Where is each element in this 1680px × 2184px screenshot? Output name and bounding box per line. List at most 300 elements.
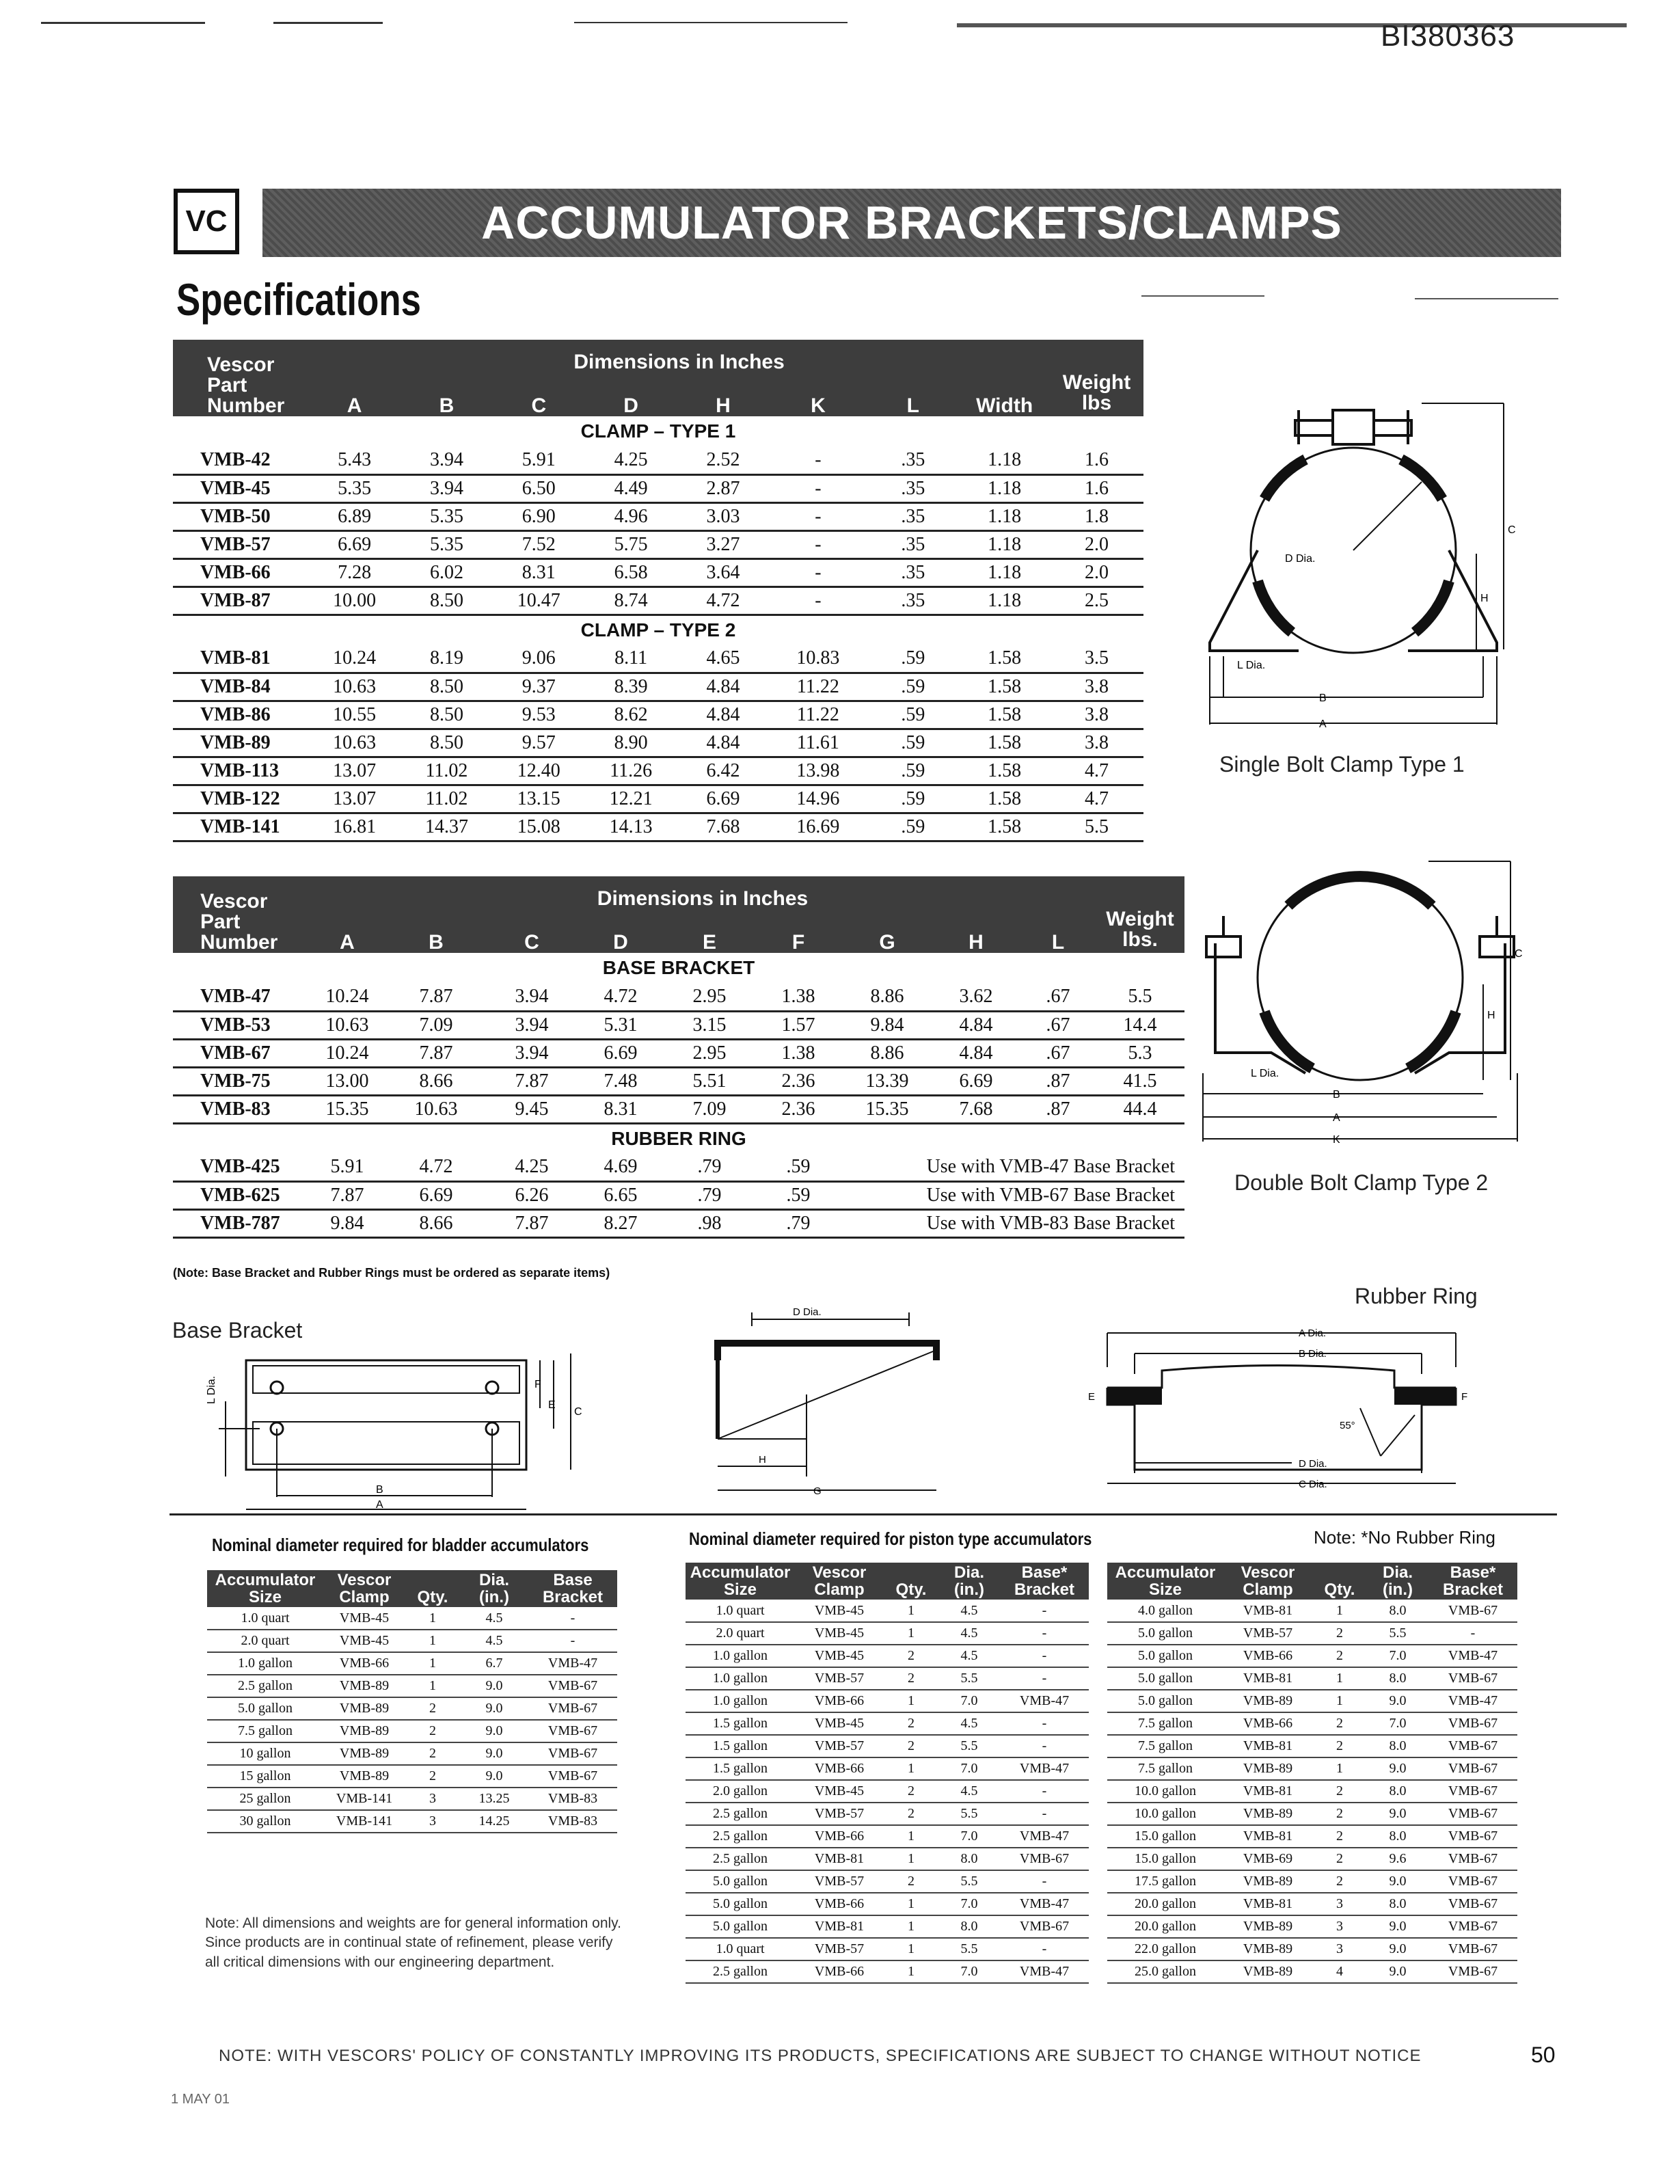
table-cell: 1 xyxy=(884,1915,938,1938)
table-cell: 4.72 xyxy=(385,1153,487,1181)
table-cell: 8.86 xyxy=(843,983,932,1011)
table-cell: 6.69 xyxy=(932,1067,1020,1095)
table-cell: 2.95 xyxy=(665,1039,754,1067)
table-cell: 8.0 xyxy=(1367,1600,1428,1622)
table-cell: 10.63 xyxy=(308,673,401,701)
table-cell: 3.8 xyxy=(1050,729,1143,757)
table-row xyxy=(173,785,1143,813)
table-row xyxy=(1107,1690,1517,1712)
section-divider xyxy=(170,1513,1557,1515)
table-row xyxy=(173,1011,1184,1039)
table-cell: - xyxy=(769,558,867,587)
table-row xyxy=(686,1780,1089,1803)
table-cell: 5.0 gallon xyxy=(1107,1622,1223,1645)
type2-caption: Double Bolt Clamp Type 2 xyxy=(1234,1170,1489,1195)
h-label: H xyxy=(1487,1010,1495,1021)
table-cell: 6.69 xyxy=(385,1181,487,1209)
table-cell: - xyxy=(769,502,867,530)
table-cell: .87 xyxy=(1020,1095,1096,1123)
table-cell: 1.6 xyxy=(1050,446,1143,474)
table-cell: - xyxy=(1000,1667,1089,1690)
table-cell: 1.57 xyxy=(754,1011,843,1039)
table-row xyxy=(173,587,1143,615)
table-cell: 1.58 xyxy=(959,701,1050,729)
table-cell: 5.5 xyxy=(1050,813,1143,841)
table-cell: 7.0 xyxy=(938,1690,1000,1712)
table-cell: 2 xyxy=(1312,1803,1367,1825)
table-cell: VMB-89 xyxy=(1223,1938,1312,1960)
table-cell: 7.5 gallon xyxy=(1107,1735,1223,1757)
table-cell: 9.84 xyxy=(310,1209,385,1237)
table-cell: 5.91 xyxy=(310,1153,385,1181)
column-header-e: E xyxy=(665,922,754,953)
table-cell: 1 xyxy=(1312,1690,1367,1712)
table-cell: .67 xyxy=(1020,1039,1096,1067)
table-cell: 1.58 xyxy=(959,673,1050,701)
table-cell: VMB-67 xyxy=(1428,1757,1517,1780)
table-cell: 4.5 xyxy=(938,1780,1000,1803)
base-bracket-diagram xyxy=(205,1340,629,1511)
table-cell: VMB-89 xyxy=(1223,1757,1312,1780)
table-cell: 9.0 xyxy=(1367,1757,1428,1780)
table-cell: VMB-57 xyxy=(1223,1622,1312,1645)
part-number-cell: VMB-66 xyxy=(173,558,308,587)
table-cell: 5.31 xyxy=(576,1011,665,1039)
table-row xyxy=(173,502,1143,530)
dimensions-header: Dimensions in Inches xyxy=(310,876,1096,922)
table-cell: 10 gallon xyxy=(207,1742,323,1765)
usage-note-cell: Use with VMB-47 Base Bracket xyxy=(843,1153,1184,1181)
table-cell: 15.0 gallon xyxy=(1107,1825,1223,1848)
general-info-note: Note: All dimensions and weights are for general information only. Since products are in continual state of refinement, please verify all critical dimensions with our engineering department. xyxy=(205,1915,621,1970)
table-cell: - xyxy=(769,587,867,615)
table-cell: 7.5 gallon xyxy=(1107,1712,1223,1735)
header-text: Accumulator xyxy=(215,1571,316,1589)
table-row xyxy=(207,1697,617,1720)
table-cell: 2 xyxy=(405,1697,460,1720)
h-label: H xyxy=(1480,593,1489,604)
table-cell: 1 xyxy=(884,1825,938,1848)
a-dia-label: A Dia. xyxy=(1299,1327,1327,1339)
scan-line xyxy=(957,23,1627,27)
table-row xyxy=(1107,1938,1517,1960)
bladder-table xyxy=(207,1570,617,1833)
section-title: BASE BRACKET xyxy=(602,957,755,978)
piston-table-left xyxy=(686,1563,1089,1984)
table-cell: 4.5 xyxy=(938,1712,1000,1735)
table-cell: 2 xyxy=(1312,1848,1367,1870)
angle-label: 55° xyxy=(1340,1420,1355,1431)
column-header-c: C xyxy=(487,922,576,953)
table-cell: - xyxy=(1000,1735,1089,1757)
table-cell: VMB-67 xyxy=(1428,1803,1517,1825)
table-cell: 2.5 xyxy=(1050,587,1143,615)
table-row xyxy=(1107,1848,1517,1870)
table-cell: 6.89 xyxy=(308,502,401,530)
column-header-g: G xyxy=(843,922,932,953)
table-cell: 2.5 gallon xyxy=(686,1825,795,1848)
b-label: B xyxy=(1319,692,1327,704)
table-row xyxy=(686,1893,1089,1915)
part-number-cell: VMB-89 xyxy=(173,729,308,757)
table-cell: 13.07 xyxy=(308,757,401,785)
table-cell: 2.87 xyxy=(677,474,770,502)
table-row xyxy=(1107,1712,1517,1735)
table-row xyxy=(173,701,1143,729)
table-cell: - xyxy=(1000,1938,1089,1960)
table-cell: .59 xyxy=(867,813,959,841)
table-cell: - xyxy=(528,1630,617,1652)
table-cell: 10.00 xyxy=(308,587,401,615)
table-cell: 1 xyxy=(884,1960,938,1983)
table-cell: 3.5 xyxy=(1050,645,1143,673)
table-row xyxy=(173,558,1143,587)
table-row xyxy=(686,1645,1089,1667)
part-number-cell: VMB-53 xyxy=(173,1011,310,1039)
table-cell: 2 xyxy=(1312,1780,1367,1803)
table-cell: 8.0 xyxy=(1367,1735,1428,1757)
table-cell: 3 xyxy=(1312,1915,1367,1938)
table-cell: .79 xyxy=(665,1181,754,1209)
table-cell: - xyxy=(1000,1622,1089,1645)
table-row xyxy=(173,645,1143,673)
table-cell: 5.91 xyxy=(493,446,585,474)
table-cell: 2.52 xyxy=(677,446,770,474)
d-dia-label: D Dia. xyxy=(1299,1458,1327,1470)
table-cell: 4.25 xyxy=(487,1153,576,1181)
column-header-c: C xyxy=(493,386,585,416)
table-cell: - xyxy=(1000,1870,1089,1893)
part-number-cell: VMB-42 xyxy=(173,446,308,474)
table-cell: 7.87 xyxy=(385,1039,487,1067)
table-cell: 9.0 xyxy=(1367,1915,1428,1938)
page-number: 50 xyxy=(1531,2043,1556,2067)
table-cell: VMB-83 xyxy=(528,1810,617,1833)
f-label: F xyxy=(1461,1391,1468,1403)
table-row xyxy=(1107,1803,1517,1825)
column-header-l: L xyxy=(1020,922,1096,953)
table-cell: VMB-89 xyxy=(323,1697,405,1720)
table-cell: 7.28 xyxy=(308,558,401,587)
table-cell: VMB-89 xyxy=(323,1765,405,1788)
table-cell: 8.39 xyxy=(585,673,677,701)
table-cell: 5.35 xyxy=(401,530,493,558)
table-cell: 4.84 xyxy=(677,673,770,701)
table-cell: VMB-67 xyxy=(528,1742,617,1765)
table-cell: VMB-45 xyxy=(795,1645,884,1667)
table-cell: 3.8 xyxy=(1050,701,1143,729)
table-cell: VMB-45 xyxy=(795,1622,884,1645)
table-cell: 5.43 xyxy=(308,446,401,474)
rubber-ring-caption: Rubber Ring xyxy=(1355,1284,1478,1308)
column-header xyxy=(686,1563,795,1600)
table-cell: 1.18 xyxy=(959,502,1050,530)
table-cell: 9.37 xyxy=(493,673,585,701)
table-cell: 4.84 xyxy=(932,1039,1020,1067)
table-row xyxy=(207,1810,617,1833)
table-row xyxy=(173,729,1143,757)
table-cell: 1.18 xyxy=(959,558,1050,587)
column-header-b: B xyxy=(385,922,487,953)
table-cell: 4.72 xyxy=(677,587,770,615)
table-cell: 5.5 xyxy=(938,1735,1000,1757)
table-cell: 12.40 xyxy=(493,757,585,785)
table-row xyxy=(173,1153,1184,1181)
table-row xyxy=(686,1690,1089,1712)
table-cell: 11.26 xyxy=(585,757,677,785)
table-cell: 8.0 xyxy=(938,1848,1000,1870)
table-cell: VMB-67 xyxy=(1428,1735,1517,1757)
table-cell: 4.65 xyxy=(677,645,770,673)
column-header-l: L xyxy=(867,386,959,416)
table-cell: 15.35 xyxy=(310,1095,385,1123)
table-cell: 8.19 xyxy=(401,645,493,673)
header-text: Clamp xyxy=(1243,1580,1293,1600)
table-cell: 1.58 xyxy=(959,729,1050,757)
table-cell: 8.0 xyxy=(1367,1667,1428,1690)
header-text: Size xyxy=(1148,1580,1182,1600)
header-text: Dia. xyxy=(478,1571,509,1589)
part-number-cell: VMB-86 xyxy=(173,701,308,729)
table-cell: 5.5 xyxy=(938,1938,1000,1960)
table-cell: 7.09 xyxy=(665,1095,754,1123)
table-cell: .79 xyxy=(754,1209,843,1237)
table-cell: 2 xyxy=(405,1742,460,1765)
table-cell: 4.5 xyxy=(460,1630,528,1652)
column-header xyxy=(207,1570,323,1607)
table-cell: 14.4 xyxy=(1096,1011,1184,1039)
a-label: A xyxy=(1319,718,1327,730)
table-cell: 20.0 gallon xyxy=(1107,1893,1223,1915)
table-row xyxy=(1107,1960,1517,1983)
column-header-d: D xyxy=(585,386,677,416)
table-cell: 7.09 xyxy=(385,1011,487,1039)
table-cell: VMB-67 xyxy=(1000,1915,1089,1938)
table-cell: VMB-57 xyxy=(795,1938,884,1960)
table-cell: 10.24 xyxy=(310,983,385,1011)
table-cell: VMB-81 xyxy=(1223,1600,1312,1622)
c-dia-label: C Dia. xyxy=(1299,1479,1327,1490)
column-header xyxy=(323,1570,405,1607)
table-row xyxy=(207,1607,617,1630)
table-cell: 5.0 gallon xyxy=(1107,1690,1223,1712)
table-cell: .59 xyxy=(867,757,959,785)
table-cell: 5.51 xyxy=(665,1067,754,1095)
table-cell: VMB-57 xyxy=(795,1667,884,1690)
table-row xyxy=(173,1181,1184,1209)
table-row xyxy=(1107,1893,1517,1915)
divider xyxy=(1141,295,1264,297)
table-cell: 6.26 xyxy=(487,1181,576,1209)
table-cell: 2 xyxy=(405,1765,460,1788)
column-header-b: B xyxy=(401,386,493,416)
table-cell: VMB-47 xyxy=(1428,1690,1517,1712)
table-cell: VMB-66 xyxy=(1223,1712,1312,1735)
table-cell: - xyxy=(769,474,867,502)
table-cell: 6.02 xyxy=(401,558,493,587)
table-cell: 1 xyxy=(884,1622,938,1645)
table-cell: 4 xyxy=(1312,1960,1367,1983)
table-row xyxy=(173,983,1184,1011)
table-cell: VMB-45 xyxy=(323,1607,405,1630)
footer-notice: NOTE: WITH VESCORS' POLICY OF CONSTANTLY IMPROVING ITS PRODUCTS, SPECIFICATIONS ARE SUBJECT TO CHANGE WITHOUT NOTICE xyxy=(219,2047,1422,2065)
table-cell: 4.5 xyxy=(938,1645,1000,1667)
table-cell: 1.0 quart xyxy=(686,1938,795,1960)
table-cell: 3.94 xyxy=(487,1011,576,1039)
clamp-spec-table xyxy=(173,340,1143,842)
table-row xyxy=(686,1938,1089,1960)
table-row xyxy=(1107,1915,1517,1938)
table-cell: 2 xyxy=(884,1870,938,1893)
table-cell: 13.98 xyxy=(769,757,867,785)
table-cell: 6.65 xyxy=(576,1181,665,1209)
table-cell: 5.5 xyxy=(1096,983,1184,1011)
table-cell: VMB-67 xyxy=(1428,1938,1517,1960)
table-cell: .35 xyxy=(867,587,959,615)
g-label: G xyxy=(813,1485,822,1497)
table-cell: 10.63 xyxy=(308,729,401,757)
table-cell: 8.0 xyxy=(1367,1825,1428,1848)
table-cell: - xyxy=(769,530,867,558)
piston-table-right xyxy=(1107,1563,1517,1984)
table-cell: 4.7 xyxy=(1050,757,1143,785)
table-cell: 9.0 xyxy=(460,1765,528,1788)
table-cell: 8.0 xyxy=(1367,1780,1428,1803)
header-text: (in.) xyxy=(479,1588,509,1607)
l-dia-label: L Dia. xyxy=(206,1375,217,1404)
table-cell: 4.96 xyxy=(585,502,677,530)
table-cell: 10.0 gallon xyxy=(1107,1780,1223,1803)
part-number-cell: VMB-50 xyxy=(173,502,308,530)
table-cell: 1.0 gallon xyxy=(686,1667,795,1690)
table-cell: 4.72 xyxy=(576,983,665,1011)
no-rubber-ring-note: Note: *No Rubber Ring xyxy=(1314,1527,1495,1548)
table-row xyxy=(686,1870,1089,1893)
section-row xyxy=(173,953,1184,983)
table-cell: VMB-66 xyxy=(1223,1645,1312,1667)
table-cell: 6.69 xyxy=(677,785,770,813)
table-cell: 8.27 xyxy=(576,1209,665,1237)
table-cell: 9.0 xyxy=(1367,1938,1428,1960)
table-cell: 7.68 xyxy=(677,813,770,841)
table-cell: 1.58 xyxy=(959,645,1050,673)
table-cell: VMB-47 xyxy=(528,1652,617,1675)
table-cell: VMB-89 xyxy=(1223,1870,1312,1893)
table-cell: 6.69 xyxy=(576,1039,665,1067)
table-cell: 2.0 xyxy=(1050,558,1143,587)
table-row xyxy=(207,1720,617,1742)
table-cell: VMB-67 xyxy=(1428,1870,1517,1893)
table-cell: 1.0 gallon xyxy=(686,1645,795,1667)
column-header-a: A xyxy=(308,386,401,416)
table-cell: .59 xyxy=(867,701,959,729)
table-cell: 8.50 xyxy=(401,673,493,701)
column-header xyxy=(1367,1563,1428,1600)
table-cell: 1.18 xyxy=(959,587,1050,615)
table-cell: 2.36 xyxy=(754,1095,843,1123)
table-cell: 8.86 xyxy=(843,1039,932,1067)
table-cell: 17.5 gallon xyxy=(1107,1870,1223,1893)
table-cell: 7.0 xyxy=(1367,1645,1428,1667)
table-cell: - xyxy=(1428,1622,1517,1645)
table-row xyxy=(207,1788,617,1810)
table-cell: VMB-47 xyxy=(1000,1690,1089,1712)
table-row xyxy=(173,1039,1184,1067)
table-cell: 9.0 xyxy=(460,1675,528,1697)
column-header-f: F xyxy=(754,922,843,953)
table-cell: 1.5 gallon xyxy=(686,1757,795,1780)
table-cell: VMB-81 xyxy=(1223,1825,1312,1848)
scan-line xyxy=(574,22,848,23)
table-cell: VMB-67 xyxy=(1428,1893,1517,1915)
table-cell: VMB-67 xyxy=(1428,1848,1517,1870)
table-cell: 4.0 gallon xyxy=(1107,1600,1223,1622)
a-label: A xyxy=(376,1499,383,1511)
table-cell: VMB-67 xyxy=(1428,1825,1517,1848)
table-cell: 1.6 xyxy=(1050,474,1143,502)
table-cell: VMB-89 xyxy=(323,1720,405,1742)
single-bolt-clamp-diagram xyxy=(1162,396,1517,738)
table-cell: 11.61 xyxy=(769,729,867,757)
column-header xyxy=(795,1563,884,1600)
table-row xyxy=(1107,1825,1517,1848)
table-cell: 2 xyxy=(405,1720,460,1742)
table-cell: VMB-67 xyxy=(1428,1712,1517,1735)
table-cell: VMB-81 xyxy=(1223,1893,1312,1915)
k-label: K xyxy=(1333,1134,1340,1146)
header-text: Vescor xyxy=(812,1563,867,1582)
part-number-header: Vescor Part Number xyxy=(173,340,308,416)
table-cell: VMB-47 xyxy=(1000,1893,1089,1915)
part-number-cell: VMB-87 xyxy=(173,587,308,615)
table-row xyxy=(207,1742,617,1765)
header-text: Bracket xyxy=(542,1588,604,1607)
table-cell: 9.6 xyxy=(1367,1848,1428,1870)
table-cell: 2.0 gallon xyxy=(686,1780,795,1803)
table-cell: 2.36 xyxy=(754,1067,843,1095)
table-cell: 3.15 xyxy=(665,1011,754,1039)
table-cell: VMB-66 xyxy=(795,1757,884,1780)
column-header-h: H xyxy=(932,922,1020,953)
table-cell: 2.0 quart xyxy=(207,1630,323,1652)
table-cell: VMB-66 xyxy=(795,1960,884,1983)
c-label: C xyxy=(1508,524,1516,536)
header-text: Size xyxy=(723,1580,757,1600)
table-cell: 1 xyxy=(884,1848,938,1870)
table-cell: 7.52 xyxy=(493,530,585,558)
base-bracket-caption: Base Bracket xyxy=(172,1318,303,1343)
table-cell: 6.42 xyxy=(677,757,770,785)
table-cell: VMB-67 xyxy=(1428,1915,1517,1938)
header-text: Qty. xyxy=(895,1580,927,1600)
table-cell: 5.5 xyxy=(938,1803,1000,1825)
table-row xyxy=(173,474,1143,502)
table-cell: VMB-67 xyxy=(528,1697,617,1720)
table-cell: 1 xyxy=(405,1675,460,1697)
type1-caption: Single Bolt Clamp Type 1 xyxy=(1219,752,1465,777)
header-text: (in.) xyxy=(954,1580,984,1600)
table-cell: 14.13 xyxy=(585,813,677,841)
table-row xyxy=(207,1675,617,1697)
table-row xyxy=(173,673,1143,701)
table-row xyxy=(173,813,1143,841)
table-cell: 10.47 xyxy=(493,587,585,615)
table-cell: 4.69 xyxy=(576,1153,665,1181)
scan-line xyxy=(273,22,383,24)
header-text: Accumulator xyxy=(690,1563,791,1582)
table-cell: 3 xyxy=(1312,1893,1367,1915)
separate-items-note: (Note: Base Bracket and Rubber Rings must be ordered as separate items) xyxy=(173,1266,610,1280)
